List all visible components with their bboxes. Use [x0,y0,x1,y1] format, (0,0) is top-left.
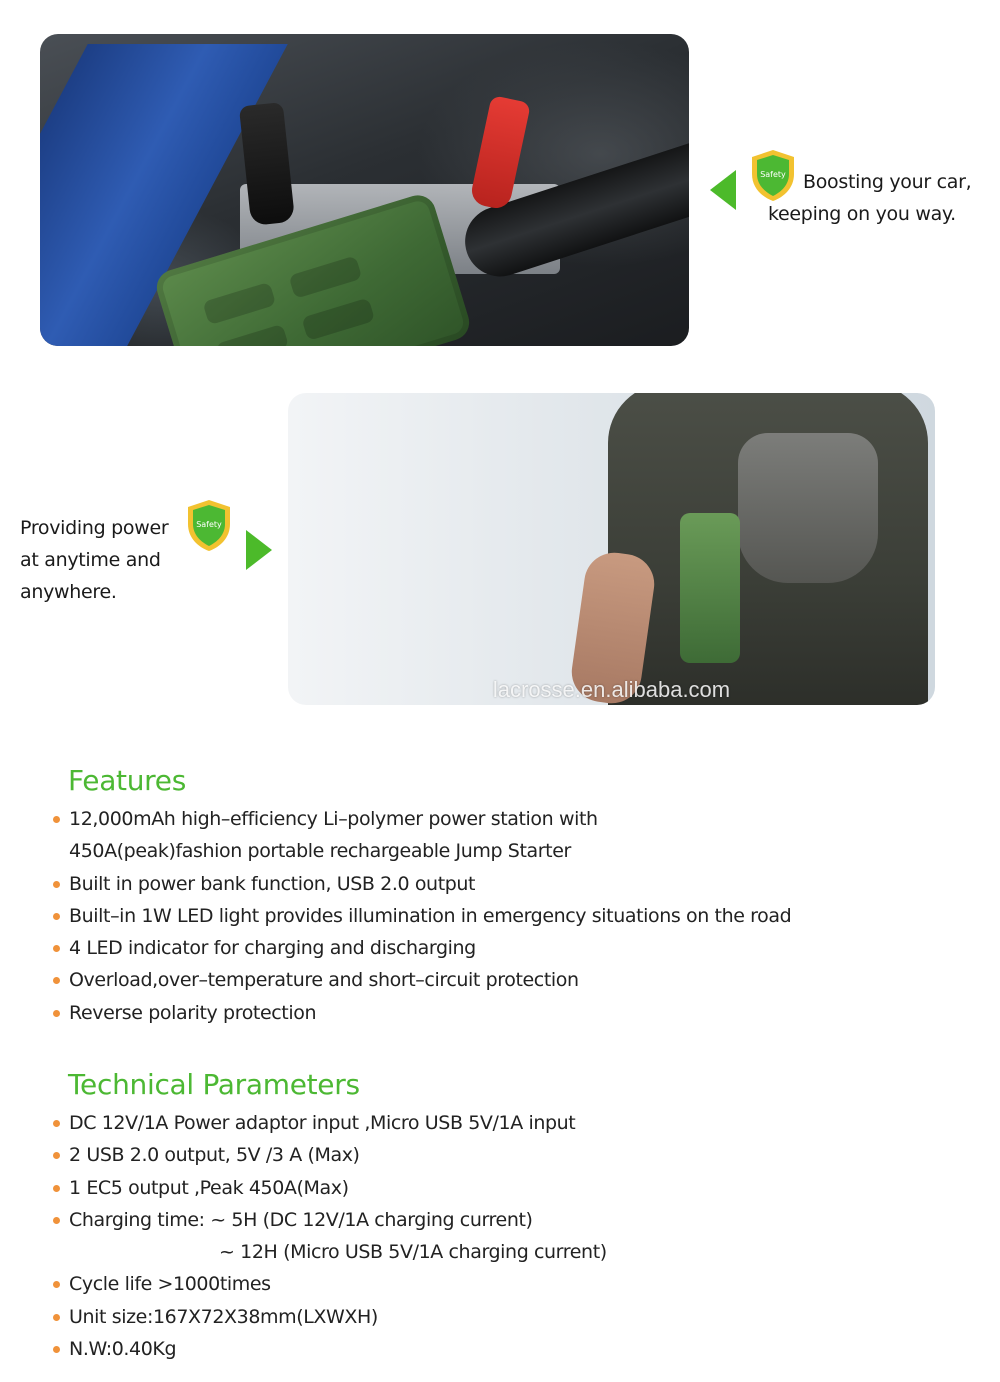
tech-title: Technical Parameters [68,1068,360,1101]
list-item: Built in power bank function, USB 2.0 output [53,868,791,900]
chalk-bag [738,433,878,583]
safety-shield-icon [186,498,232,552]
list-item: Cycle life >1000times [53,1268,607,1300]
list-item: Overload,over–temperature and short–circuit protection [53,964,791,996]
caption-line: Boosting your car, [803,171,972,193]
features-list [53,803,791,1029]
list-item: N.W:0.40Kg [53,1333,607,1365]
caption-line: keeping on you way. [768,203,956,225]
list-item: DC 12V/1A Power adaptor input ,Micro USB 5V/1A input [53,1107,607,1139]
list-item: ~ 12H (Micro USB 5V/1A charging current) [219,1241,607,1264]
watermark: lacrosse.en.alibaba.com [492,677,731,702]
list-item: Unit size:167X72X38mm(LXWXH) [53,1301,607,1333]
caption-line: anywhere. [20,581,117,603]
list-item: 1 EC5 output ,Peak 450A(Max) [53,1172,607,1204]
caption-line: at anytime and [20,549,161,571]
engine-bay-photo [40,34,689,346]
features-section [68,764,186,797]
list-item: Built–in 1W LED light provides illumination in emergency situations on the road [53,900,791,932]
jump-starter-device [680,513,740,663]
climber-photo [288,393,935,705]
features-title: Features [68,764,186,797]
tech-section [68,1068,360,1101]
list-item: Reverse polarity protection [53,997,791,1029]
list-item: 4 LED indicator for charging and discharging [53,932,791,964]
list-item: 12,000mAh high–efficiency Li–polymer power station with [53,803,791,835]
badge-label: Safety [760,170,786,179]
list-item: Charging time: ~ 5H (DC 12V/1A charging current) [53,1204,607,1236]
tech-list [53,1107,607,1365]
badge-label: Safety [196,520,222,529]
arrow-right-icon [246,530,272,570]
list-item: 450A(peak)fashion portable rechargeable Jump Starter [69,840,571,863]
safety-shield-icon [750,148,796,202]
arrow-left-icon [710,170,736,210]
list-item: 2 USB 2.0 output, 5V /3 A (Max) [53,1139,607,1171]
caption-line: Providing power [20,517,169,539]
